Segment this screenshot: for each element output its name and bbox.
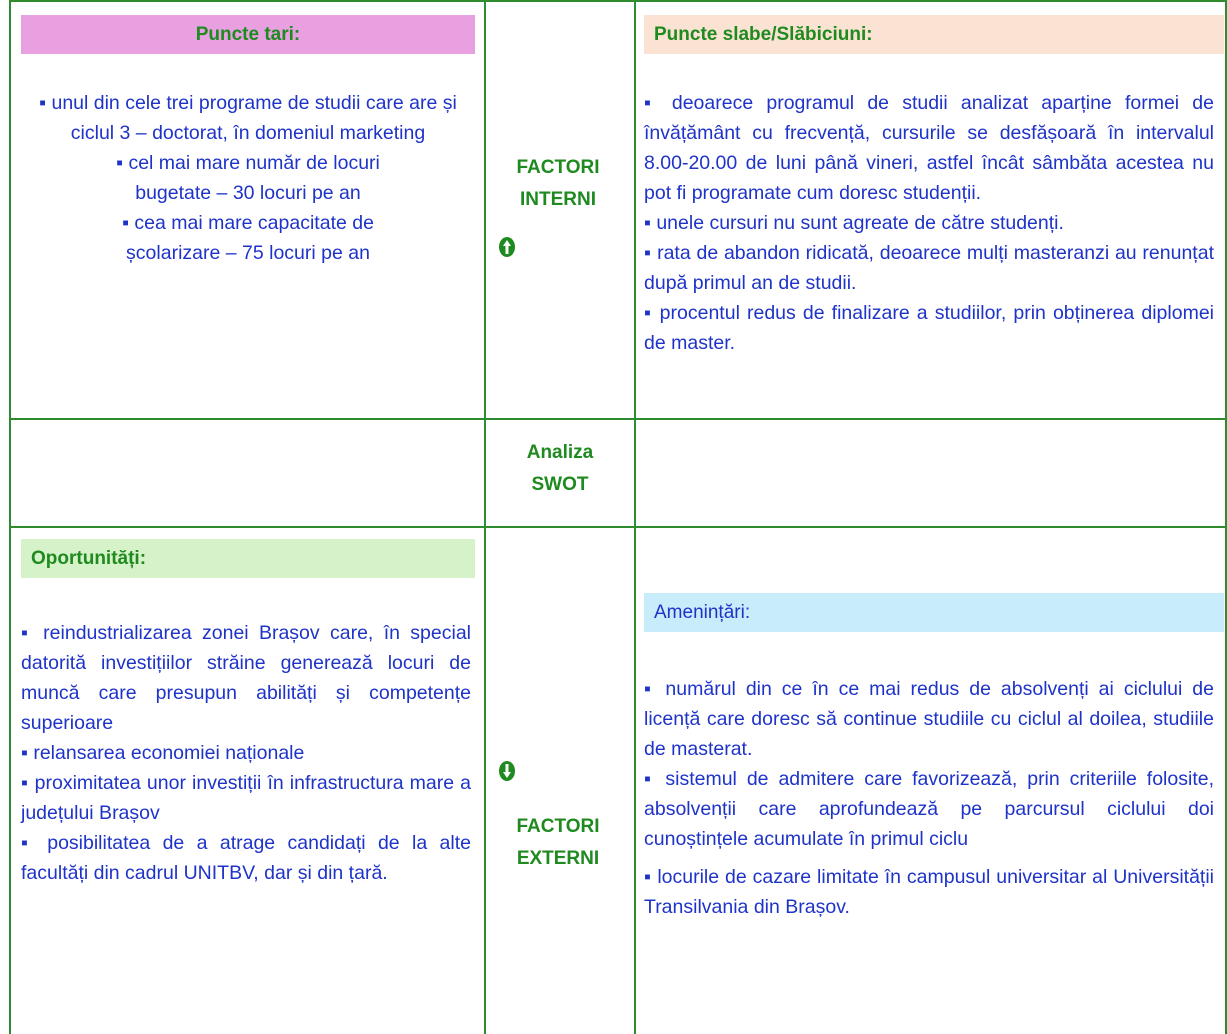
down-arrow-icon [496, 760, 518, 782]
strengths-header: Puncte tari: [21, 15, 475, 54]
weaknesses-list [644, 88, 1214, 358]
strength-item: ▪ cea mai mare capacitate de școlarizare – 75 locuri pe an [122, 212, 374, 264]
table-border-top [9, 0, 1227, 2]
threats-list [644, 674, 1214, 922]
threat-item: ▪ locurile de cazare limitate în campusul universitar al Universității Transilvania din Brașov. [644, 866, 1214, 918]
weaknesses-header: Puncte slabe/Slăbiciuni: [644, 15, 1224, 54]
opportunity-item: ▪ posibilitatea de a atrage candidați de la alte facultăți din cadrul UNITBV, dar și din țară. [21, 832, 471, 884]
weakness-item: ▪ deoarece programul de studii analizat aparține formei de învățământ cu frecvență, cursurile se desfășoară în intervalul 8.00-20.00 de luni până vineri, astfel încât sâmbăta acestea nu pot fi programate cum doresc studenții. [644, 92, 1214, 204]
up-arrow-icon [496, 236, 518, 258]
internal-factors-label: FACTORI INTERNI [516, 157, 600, 210]
table-border-col1 [484, 0, 486, 1034]
strengths-list [21, 88, 475, 268]
opportunity-item: ▪ relansarea economiei naționale [21, 742, 305, 764]
table-border-col2 [634, 0, 636, 1034]
table-border-row1 [9, 418, 1227, 420]
strength-item: ▪ unul din cele trei programe de studii care are și ciclul 3 – doctorat, în domeniul marketing [39, 92, 457, 144]
opportunity-item: ▪ reindustrializarea zonei Brașov care, în special datorită investițiilor străine generează locuri de muncă care presupun abilități și competențe superioare [21, 622, 471, 734]
weakness-item: ▪ rata de abandon ridicată, deoarece mulți masteranzi au renunțat după primul an de studii. [644, 242, 1214, 294]
external-factors-label: FACTORI EXTERNI [516, 816, 600, 869]
strength-item: ▪ cel mai mare număr de locuri bugetate – 30 locuri pe an [116, 152, 380, 204]
table-border-row2 [9, 526, 1227, 528]
opportunities-header: Oportunități: [21, 539, 475, 578]
opportunity-item: ▪ proximitatea unor investiții în infrastructura mare a județului Brașov [21, 772, 471, 824]
weakness-item: ▪ unele cursuri nu sunt agreate de către studenți. [644, 212, 1064, 234]
swot-analysis-label: Analiza SWOT [526, 442, 594, 495]
opportunities-list [21, 618, 471, 888]
table-border-left [9, 0, 11, 1034]
threat-item: ▪ numărul din ce în ce mai redus de absolvenți ai ciclului de licență care doresc să continue studiile cu ciclul al doilea, studiile de masterat. [644, 678, 1214, 760]
weakness-item: ▪ procentul redus de finalizare a studiilor, prin obținerea diplomei de master. [644, 302, 1214, 354]
threats-header: Amenințări: [644, 593, 1224, 632]
threat-item: ▪ sistemul de admitere care favorizează, prin criteriile folosite, absolvenții care aprofundează pe parcursul ciclului doi cunoștințele acumulate în primul ciclu [644, 768, 1214, 850]
